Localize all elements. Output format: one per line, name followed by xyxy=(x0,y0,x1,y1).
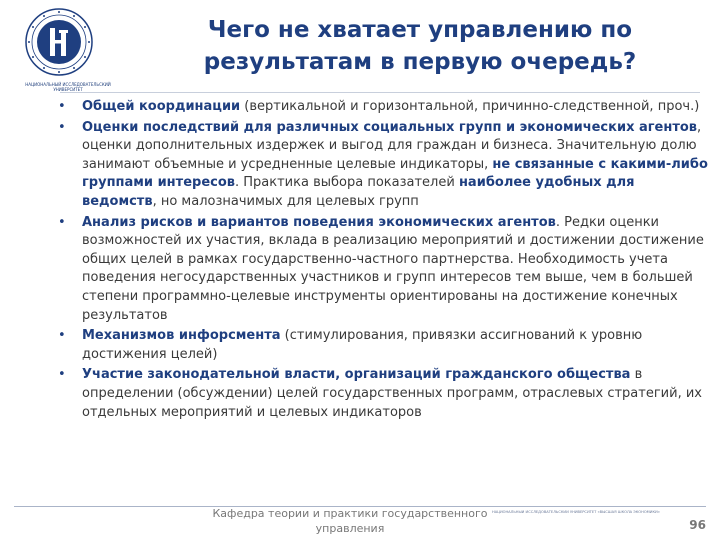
bullet-text: , оценки дополнительных издержек и выгод для граждан и бизнеса. Значительную долю занимают объемные и усредненные целевые индикаторы, xyxy=(82,119,702,172)
bullet-marker-icon: • xyxy=(58,214,66,230)
bullet-emphasis: Механизмов инфорсмента xyxy=(82,328,281,344)
hse-seal-icon xyxy=(14,6,104,78)
bullet-text: , но малозначимых для целевых групп xyxy=(152,193,419,209)
bullet-item xyxy=(58,366,708,422)
bullet-text: (вертикальной и горизонтальной, причинно-следственной, проч.) xyxy=(240,99,700,114)
bullet-text: (стимулирования, привязки ассигнований к уровню достижения целей) xyxy=(82,328,643,362)
title-line-2: результатам в первую очередь? xyxy=(203,49,637,75)
title-divider xyxy=(60,92,700,93)
bullet-emphasis: не связанные с какими-либо группами интересов xyxy=(82,156,708,191)
bullet-text: . Практика выбора показателей xyxy=(235,175,459,191)
bullet-emphasis: Общей координации xyxy=(82,99,241,114)
bullet-text: в определении (обсуждении) целей государственных программ, отраслевых стратегий, их отдельных мероприятий и целевых индикаторов xyxy=(82,367,702,420)
bullet-marker-icon: • xyxy=(58,99,66,114)
bullet-emphasis: Участие законодательной власти, организаций гражданского общества xyxy=(82,367,631,383)
bullet-marker-icon: • xyxy=(58,328,66,344)
slide-title xyxy=(140,14,700,78)
footer-department: Кафедра теории и практики государственного управления xyxy=(212,507,488,535)
bullet-marker-icon: • xyxy=(58,119,66,135)
bullet-emphasis: наиболее удобных для ведомств xyxy=(82,175,635,209)
bullet-item xyxy=(58,98,708,117)
title-line-1: Чего не хватает управлению по xyxy=(207,17,633,43)
page-number: 96 xyxy=(689,518,706,532)
bullet-item xyxy=(58,327,708,364)
bullet-text: . Редки оценки возможностей их участия, вклада в реализацию мероприятий и достижении достижение общих целей в рамках государственно-частного партнерства. Необходимость учета поведения негосударственных участников и групп интересов тем выше, чем в большей степени программно-целевые инструменты ориентированы на достижение конечных результатов xyxy=(82,214,704,323)
bullet-emphasis: Анализ рисков и вариантов поведения экономических агентов xyxy=(82,214,556,230)
university-logo xyxy=(14,6,111,94)
bullet-emphasis: Оценки последствий для различных социальных групп и экономических агентов xyxy=(82,119,698,135)
bullet-marker-icon: • xyxy=(58,367,66,383)
bullet-item xyxy=(58,119,708,212)
footer-university-name: НАЦИОНАЛЬНЫЙ ИССЛЕДОВАТЕЛЬСКИЙ УНИВЕРСИТЕТ «ВЫСШАЯ ШКОЛА ЭКОНОМИКИ» xyxy=(492,510,660,514)
bullet-list xyxy=(58,98,708,424)
logo-caption: НАЦИОНАЛЬНЫЙ ИССЛЕДОВАТЕЛЬСКИЙ УНИВЕРСИТЕТ xyxy=(25,82,111,92)
bullet-item xyxy=(58,214,708,326)
